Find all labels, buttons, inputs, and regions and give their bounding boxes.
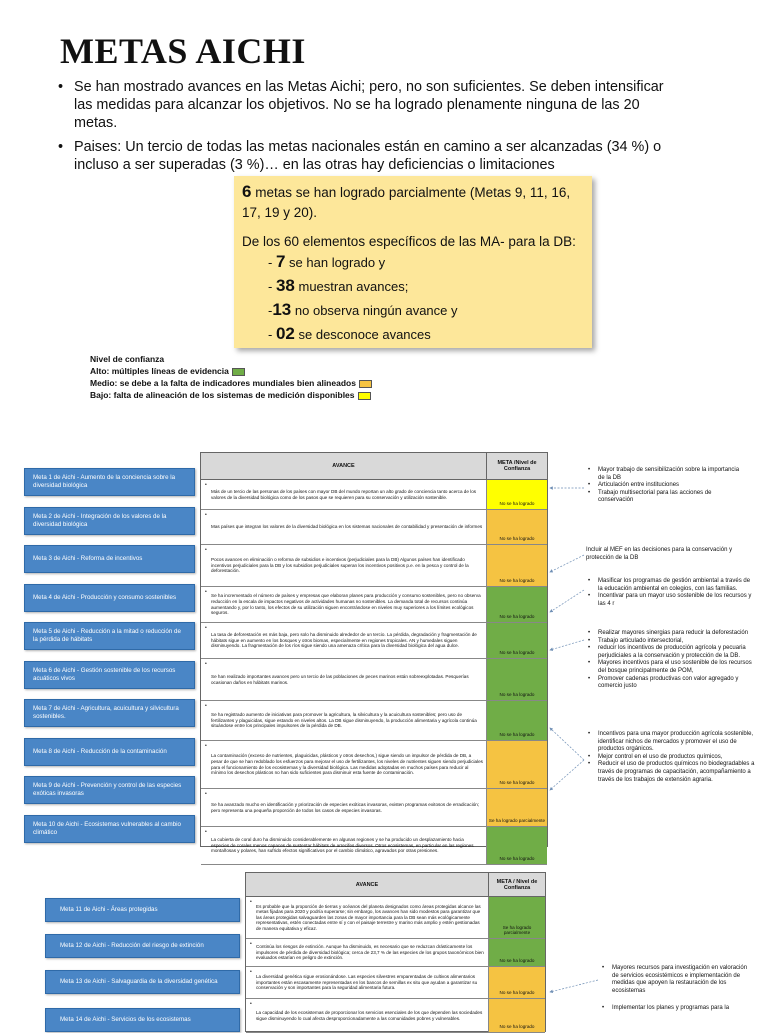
status-cell: No se ha logrado	[489, 939, 545, 966]
avance-text: • Continúa los riesgos de extinción. Aunque ha disminuido, es necesario que se reduzcan drásticamente los impulsores de pérdida de diversidad biológica; cerca de 23,7 % de las especies de los grupos taxonómicos bien evaluados estarían en peligro de extinción.	[246, 939, 489, 966]
status-cell: No se ha logrado	[487, 545, 547, 586]
meta-label: Meta 11 de Aichi - Áreas protegidas	[45, 898, 240, 922]
status-cell: Se ha logrado parcialmente	[487, 789, 547, 826]
note-item: • Trabajo articulado intersectorial,	[588, 637, 684, 644]
meta-label: Meta 7 de Aichi - Agricultura, acuicultura y silvicultura sostenibles.	[24, 699, 195, 727]
note-item: • Promover cadenas productivas con valor agregado y comercio justo	[588, 675, 739, 690]
meta-label: Meta 5 de Aichi - Reducción a la mitad o reducción de la pérdida de hábitats	[24, 622, 195, 650]
connector-arrow	[550, 760, 584, 790]
avance-text: • La capacidad de los ecosistemas de proporcionar los servicios esenciales de los que dependen las sociedades sigue disminuyendo lo cual afecta desproporcionadamente a las comunidades pobres y vulnerables.	[246, 999, 489, 1032]
callout-item: - 38 muestran avances;	[268, 276, 409, 295]
legend-row-high: Alto: múltiples líneas de evidencia	[90, 365, 372, 377]
note-item: • Masificar los programas de gestión ambiental a través de la educación ambiental en colegios, con las familias.	[588, 578, 751, 592]
meta-label: Meta 2 de Aichi - Integración de los valores de la diversidad biológica	[24, 507, 195, 535]
status-cell: Se ha logrado parcialmente	[489, 897, 545, 938]
avance-text: • Mas países que integran los valores de la diversidad biológica en los sistemas nacionales de contabilidad y presentación de informes	[201, 510, 487, 544]
connector-arrow	[550, 555, 584, 572]
avance-text: • La cubierta de coral duro ha disminuido considerablemente en algunas regiones y se ha producido un desplazamiento hacia especies de corales menos capaces de sustentar hábitats de arrecifes diversos. Otros ecosistemas, en particular en las regiones montañosas y polares, han sufrido efectos significativos por el cambio climático, agravados por otras presiones.	[201, 827, 487, 864]
legend-row-low: Bajo: falta de alineación de los sistemas de medición disponibles	[90, 389, 372, 401]
note-item: • Mayores incentivos para el uso sostenible de los recursos del bosque principalmente de POM,	[588, 660, 752, 674]
connector-arrow	[550, 640, 584, 650]
connector-arrow	[550, 728, 584, 760]
status-cell: No se ha logrado	[487, 741, 547, 788]
meta-label: Meta 12 de Aichi - Reducción del riesgo de extinción	[45, 934, 240, 958]
meta-label: Meta 14 de Aichi - Servicios de los ecosistemas	[45, 1008, 240, 1032]
callout-item: -13 no observa ningún avance y	[268, 300, 458, 319]
note-item: • Articulación entre instituciones	[588, 482, 680, 489]
avance-text: • Pocos avances en eliminación o reforma de subsidios e incentivos (perjudiciales para la DB) Algunos países han identificado incentivos perjudiciales para la DB y los subsidios perjudiciales superan los incentivos positivos p.e. en la pesca y control de la deforestación.	[201, 545, 487, 586]
bullet-item: • Se han mostrado avances en las Metas Aichi; pero, no son suficientes. Se deben intensificar las medidas para alcanzar los objetivos. No se ha logrado plenamente ninguna de las 20 metas.	[58, 79, 664, 131]
avance-text: • Se ha avanzado mucho en identificación y priorización de especies exóticas invasoras, existen programas exitosos de erradicación; pero representa una pequeña proporción de todos los casos de especies invasoras.	[201, 789, 487, 826]
meta-label: Meta 6 de Aichi - Gestión sostenible de los recursos acuáticos vivos	[24, 661, 195, 689]
status-cell: No se ha logrado	[489, 967, 545, 998]
status-cell: No se ha logrado	[487, 623, 547, 658]
legend-title: Nivel de confianza	[90, 354, 165, 364]
meta-label: Meta 8 de Aichi - Reducción de la contaminación	[24, 738, 195, 766]
status-cell: No se ha logrado	[487, 510, 547, 544]
avance-text: • La diversidad genética sigue erosionándose. Las especies silvestres emparentadas de cultivos alimentarios importantes están escasamente representadas en los bancos de semillas ex situ que ayudan a garantizar su conservación y son importantes para la seguridad alimentaria futura.	[246, 967, 489, 998]
note-item: • Realizar mayores sinergias para reducir la deforestación	[588, 630, 749, 636]
note-item: • Implementar los planes y programas para la	[602, 1005, 730, 1012]
note-plain: Incluir al MEF en las decisiones para la conservación y protección de la DB	[586, 547, 733, 561]
avance-text: • Más de un tercio de las personas de los países con mayor DB del mundo reportan un alto grado de conciencia tanto acerca de los valores de la diversidad biológica como de los pasos que se requieren para su conservación y utilización sostenible.	[201, 480, 487, 509]
header-avance: AVANCE	[246, 873, 489, 896]
header-meta: META / Nivel de Confianza	[496, 878, 538, 891]
meta-label: Meta 13 de Aichi - Salvaguardia de la diversidad genética	[45, 970, 240, 994]
connector-arrow	[550, 590, 584, 612]
avance-text: • Se han realizado importantes avances pero un tercio de las poblaciones de peces marinos están sobreexplotadas. Pesquerías ocasionan daños en hábitats marinos.	[201, 659, 487, 700]
note-item: • Trabajo multisectorial para las acciones de conservación	[588, 489, 712, 504]
status-cell: No se ha logrado	[487, 587, 547, 622]
connector-arrow	[550, 980, 598, 992]
elements-text: De los 60 elementos específicos de las MA- para la DB:	[242, 234, 576, 249]
bullet-item: • Paises: Un tercio de todas las metas nacionales están en camino a ser alcanzadas (34 %) o incluso a ser superadas (3 %)… en las otras hay deficiencias o limitaciones	[58, 139, 662, 173]
note-item: • Reducir el uso de productos químicos no biodegradables a través de programas de capacitación, acompañamiento a través de los trabajos de extensión agraria.	[588, 761, 755, 783]
avance-text: • Es probable que la proporción de tierras y océanos del planeta designados como áreas protegidas alcance las metas fijadas para 2020 y podría superarse; sin embargo, los avances han sido modestos para garantizar que las áreas protegidas salvaguarden las zonas de mayor importancia para la DB sean más ecológicamente representativas, estén conectadas entre sí y con el paisaje terrestre y marino más amplio y estén gestionadas de manera equitativa y eficaz.	[246, 897, 489, 938]
status-cell: No se ha logrado	[487, 827, 547, 864]
partial-text: metas se han logrado parcialmente (Metas 9, 11, 16, 17, 19 y 20).	[242, 185, 571, 220]
meta-label: Meta 10 de Aichi - Ecosistemas vulnerables al cambio climático	[24, 815, 195, 843]
note-item: • Mejor control en el uso de productos químicos,	[588, 753, 723, 760]
avance-text: • La tasa de deforestación es más baja, pero solo ha disminuido alrededor de un tercio. La pérdida, degradación y fragmentación de hábitats sigue en aumento en los bosques y otros biomas, especialmente en regiones tropicales. AN y humedales siguen disminuyendo. La fragmentación de los ríos sigue siendo una amenaza crítica para la diversidad biológica del agua dulce.	[201, 623, 487, 658]
page-title: METAS AICHI	[60, 31, 306, 71]
callout-item: - 7 se han logrado y	[268, 252, 386, 271]
meta-label: Meta 1 de Aichi - Aumento de la conciencia sobre la diversidad biológica	[24, 468, 195, 496]
meta-label: Meta 9 de Aichi - Prevención y control de las especies exóticas invasoras	[24, 776, 195, 804]
bullet-text: Se han mostrado avances en las Metas Aichi; pero, no son suficientes. Se deben intensificar las medidas para alcanzar los objetivos. No se ha logrado plenamente ninguna de las 20 metas.	[74, 79, 664, 131]
status-cell: No se ha logrado	[487, 701, 547, 740]
header-avance: AVANCE	[201, 453, 487, 479]
status-cell: No se ha logrado	[487, 480, 547, 509]
note-item: • Incentivar para un mayor uso sostenible de los recursos y las 4 r	[588, 593, 752, 607]
note-item: • Mayor trabajo de sensibilización sobre la importancia de la DB	[588, 467, 740, 481]
callout-item: - 02 se desconoce avances	[268, 324, 431, 343]
avance-text: • Se ha incrementado el número de países y empresas que elaboran planes para producción y consumo sostenibles, pero no observa reducción en la escala de impactos negativos de actividades humanas no sostenibles. La demanda total de recursos continúa aumentando y, por lo tanto, los efectos de su utilización siguen encontrándose en niveles muy superiores a los límites ecológicos seguros.	[201, 587, 487, 622]
legend-row-medium: Medio: se debe a la falta de indicadores mundiales bien alineados	[90, 377, 372, 389]
header-meta: META /Nivel de Confianza	[497, 460, 537, 472]
status-cell: No se ha logrado	[489, 999, 545, 1032]
note-item: • Incentivos para una mayor producción agrícola sostenible, identificar nichos de mercados y promover el uso de productos orgánicos.	[588, 731, 754, 753]
note-item: • reducir los incentivos de producción agrícola y pecuaria perjudiciales a la conservación y protección de la DB.	[588, 645, 746, 659]
partial-count: 6	[242, 182, 252, 201]
avance-text: • Se ha registrado aumento de iniciativas para promover la agricultura, la silvicultura y la acuicultura sostenibles; pero uso de fertilizantes y plaguicidas, sigue estando en niveles altos. La DB sigue disminuyendo, la producción alimentaria y agrícola continúa situándose entre los principales impulsores de la pérdida de DB.	[201, 701, 487, 740]
status-cell: No se ha logrado	[487, 659, 547, 700]
avance-text: • La contaminación (exceso de nutrientes, plaguicidas, plásticos y otros desechos,) sigue siendo un impulsor de pérdida de DB, a pesar de que se han redoblado los esfuerzos para mejorar el uso de fertilizantes, los niveles de nutrientes siguen siendo perjudiciales para el funcionamiento de los ecosistemas y la diversidad biológica. Las medidas adoptadas en muchos países para reducir al mínimo los desechos plásticos no han sido suficientes para disminuir esta fuente de contaminación.	[201, 741, 487, 788]
meta-label: Meta 4 de Aichi - Producción y consumo sostenibles	[24, 584, 195, 612]
meta-label: Meta 3 de Aichi - Reforma de incentivos	[24, 545, 195, 573]
bullet-text: Paises: Un tercio de todas las metas nacionales están en camino a ser alcanzadas (34 %) o incluso a ser superadas (3 %)… en las otras hay deficiencias o limitaciones	[74, 139, 662, 173]
note-item: • Mayores recursos para investigación en valoración de servicios ecosistémicos e implementación de medidas que apoyen la restauración de los ecosistemas	[602, 965, 748, 994]
